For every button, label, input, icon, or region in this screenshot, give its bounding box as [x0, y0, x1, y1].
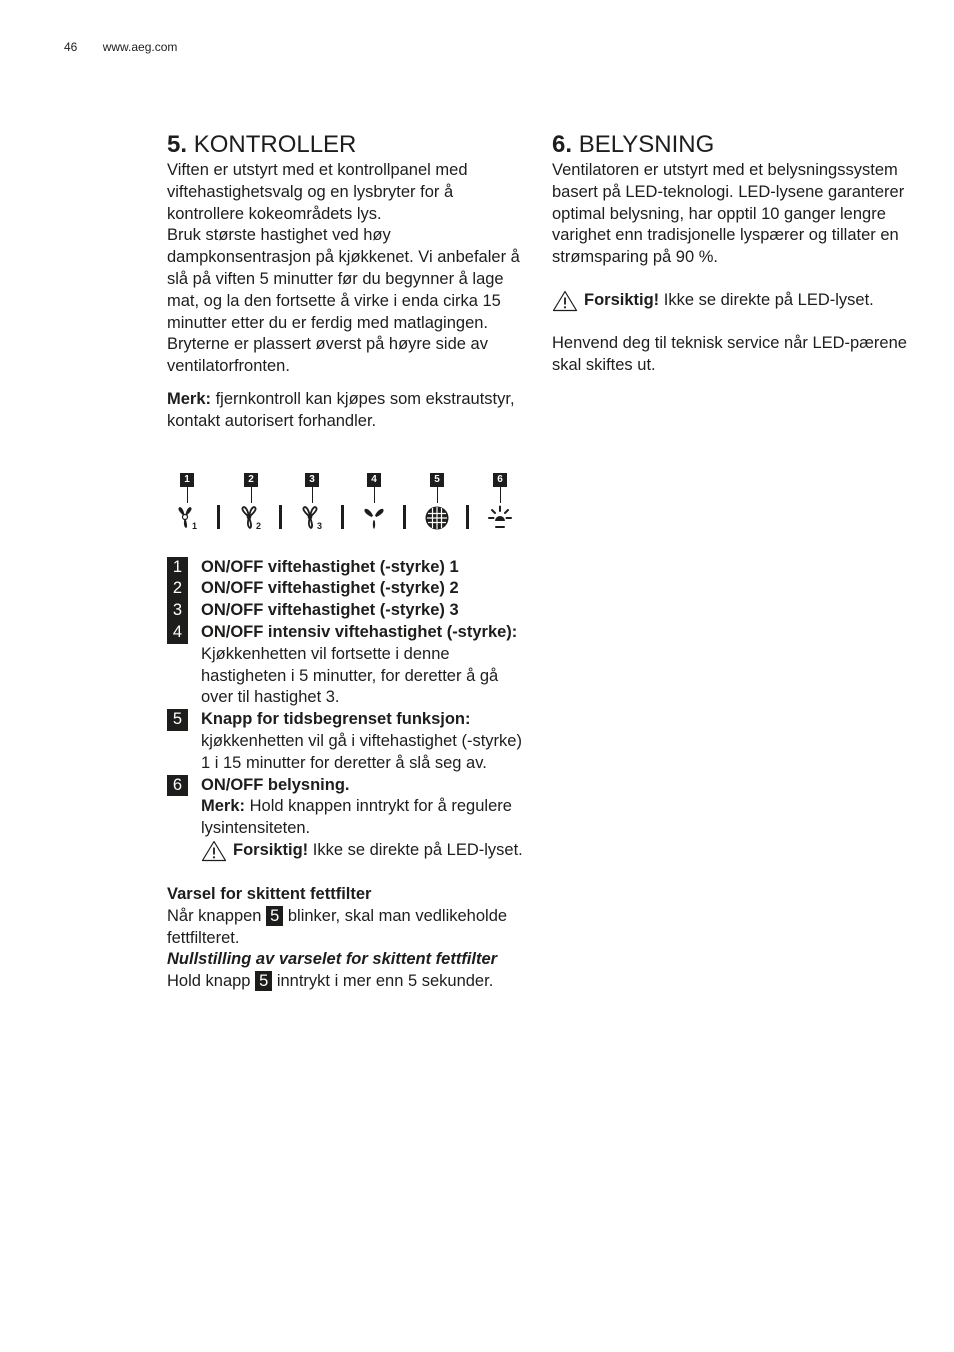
intro-paragraph-2: Bruk største hastighet ved høy dampkonsentrasjon på kjøkkenet. Vi anbefaler å slå på viften 5 minutter før du begynner å lage mat, og la den fortsette å virke i enda cirka 15 minutter etter du er ferdig med matlagingen. [167, 226, 520, 332]
warning-icon [552, 290, 578, 312]
lighting-warning: Forsiktig! Ikke se direkte på LED-lyset. [552, 290, 912, 312]
legend-badge-5: 5 [167, 709, 188, 731]
section-6-title: 6. BELYSNING [552, 131, 715, 158]
page-header [64, 40, 177, 54]
panel-badge-6: 6 [493, 473, 507, 487]
legend-item-5: 5 Knapp for tidsbegrenset funksjon: kjøkkenhetten vil gå i viftehastighet (-styrke) 1 i 15 minutter for deretter å slå seg av. [167, 709, 527, 774]
section-belysning [552, 130, 912, 377]
panel-badge-3: 3 [305, 473, 319, 487]
panel-badge-1: 1 [180, 473, 194, 487]
fan-speed-3-icon [299, 505, 325, 531]
page-number: 46 [64, 40, 78, 54]
service-text: Henvend deg til teknisk service når LED-pærene skal skiftes ut. [552, 333, 907, 374]
legend-badge-4: 4 [167, 622, 188, 644]
legend-item-4: 4 ON/OFF intensiv viftehastighet (-styrke): Kjøkkenhetten vil fortsette i denne hastigheten i 5 minutter, for deretter å gå over til hastighet 3. [167, 622, 527, 709]
note-label: Merk: [167, 389, 212, 408]
intro-paragraph-3: Bryterne er plassert øverst på høyre side av ventilatorfronten. [167, 335, 488, 376]
reset-text: Hold knapp 5 inntrykt i mer enn 5 sekunder. [167, 972, 494, 991]
section-5-title: 5. KONTROLLER [167, 131, 357, 158]
warning-icon [201, 840, 227, 862]
svg-text:2: 2 [256, 520, 262, 531]
fan-speed-1-icon [174, 505, 200, 531]
button-legend [167, 557, 527, 862]
control-panel-diagram [167, 473, 527, 535]
reset-heading: Nullstilling av varselet for skittent fettfilter [167, 950, 498, 969]
section-kontroller [167, 130, 527, 993]
light-icon [487, 505, 513, 531]
legend-item-1: 1 ON/OFF viftehastighet (-styrke) 1 [167, 557, 527, 579]
legend-badge-2: 2 [167, 578, 188, 600]
inline-badge-5: 5 [266, 906, 283, 926]
legend-badge-1: 1 [167, 557, 188, 579]
lighting-intro: Ventilatoren er utstyrt med et belysningssystem basert på LED-teknologi. LED-lysene garanterer optimal belysning, har opptil 10 ganger lengre varighet enn tradisjonelle lyspærer og tillater en strømsparing på 90 %. [552, 161, 905, 267]
light-warning: Forsiktig! Ikke se direkte på LED-lyset. [201, 840, 527, 862]
intro-paragraph-1: Viften er utstyrt med et kontrollpanel med viftehastighetsvalg og en lysbryter for å kontrollere kokeområdets lys. [167, 161, 468, 223]
filter-heading: Varsel for skittent fettfilter [167, 884, 372, 903]
panel-badge-5: 5 [430, 473, 444, 487]
filter-text: Når knappen 5 blinker, skal man vedlikeholde fettfilteret. [167, 906, 508, 947]
legend-badge-3: 3 [167, 600, 188, 622]
timer-filter-icon [424, 505, 450, 531]
light-note: Merk: Hold knappen inntrykt for å regulere lysintensiteten. [201, 797, 512, 838]
remote-note: Merk: fjernkontroll kan kjøpes som ekstrautstyr, kontakt autorisert forhandler. [167, 389, 515, 430]
svg-text:1: 1 [192, 520, 198, 531]
fan-speed-2-icon [238, 505, 264, 531]
inline-badge-5-reset: 5 [255, 971, 272, 991]
website-link[interactable]: www.aeg.com [102, 40, 178, 54]
legend-item-6: 6 ON/OFF belysning. Merk: Hold knappen inntrykt for å regulere lysintensiteten. Forsiktig! Ikke se direkte på LED-lyset. [167, 775, 527, 862]
svg-text:3: 3 [317, 520, 323, 531]
panel-badge-4: 4 [367, 473, 381, 487]
legend-item-2: 2 ON/OFF viftehastighet (-styrke) 2 [167, 578, 527, 600]
panel-badge-2: 2 [244, 473, 258, 487]
fan-intensive-icon [361, 505, 387, 531]
legend-item-3: 3 ON/OFF viftehastighet (-styrke) 3 [167, 600, 527, 622]
legend-badge-6: 6 [167, 775, 188, 797]
